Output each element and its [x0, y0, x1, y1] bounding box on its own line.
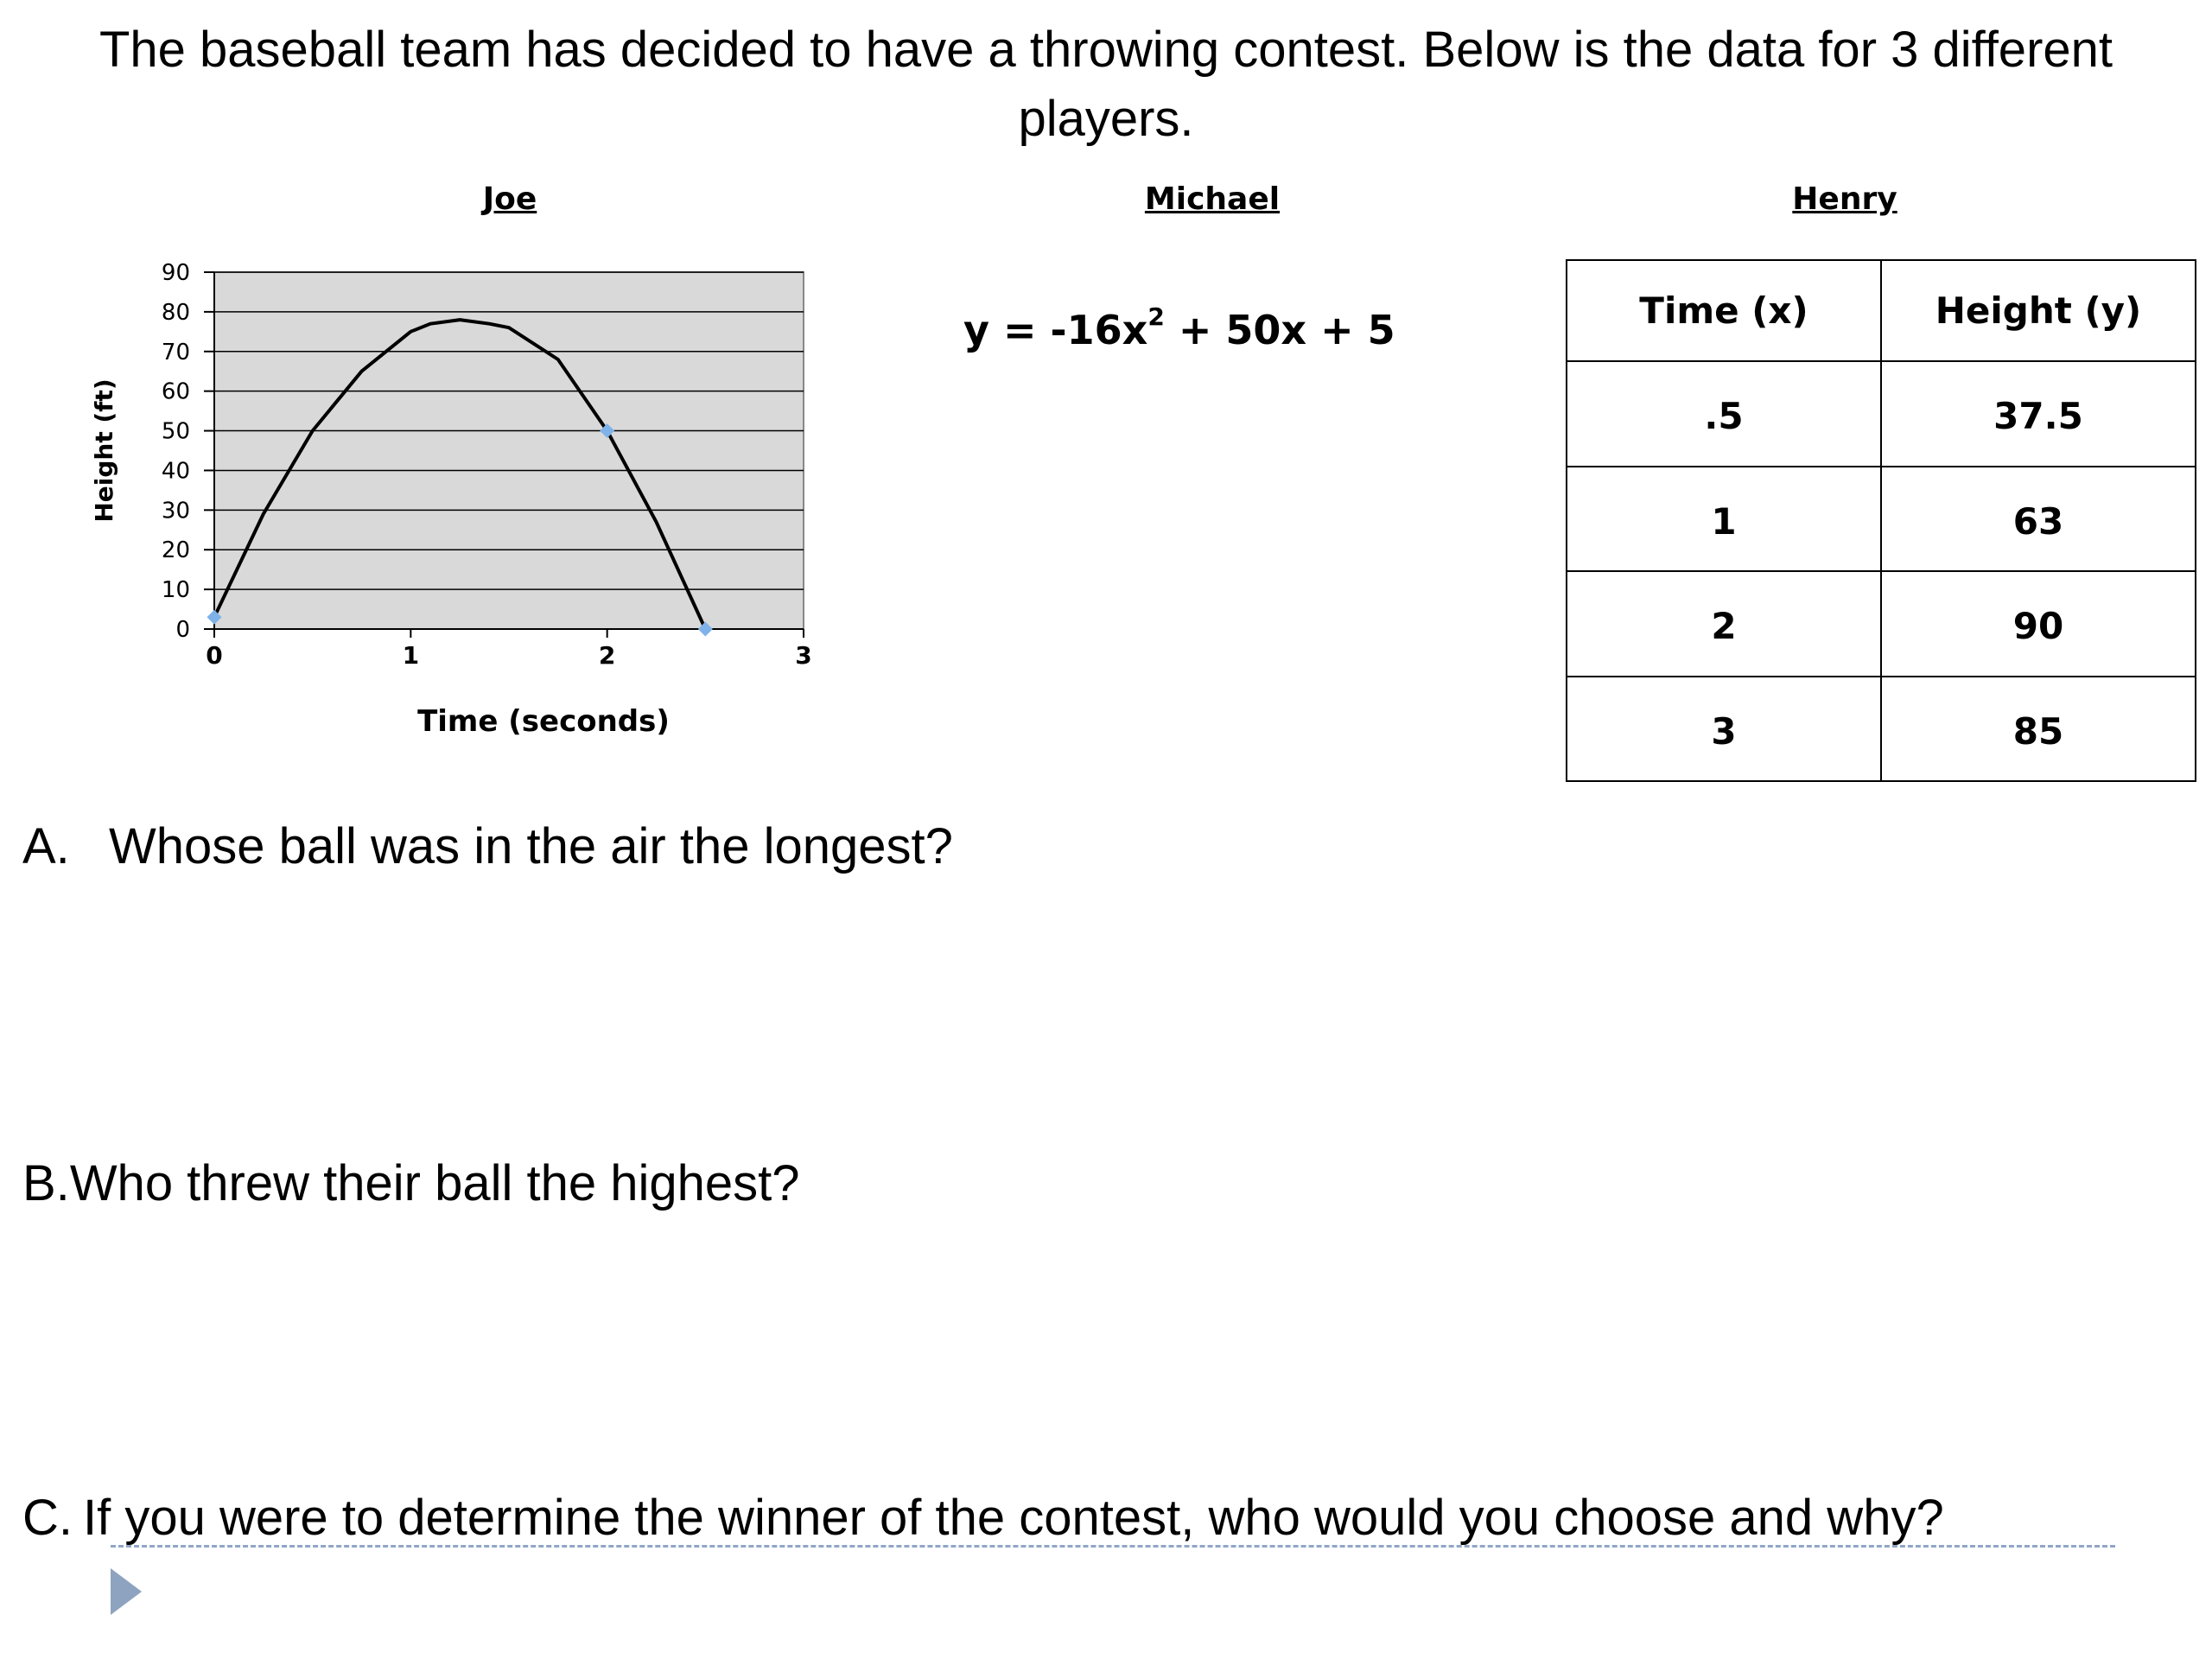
- y-tick-label: 50: [161, 418, 190, 445]
- x-tick-label: 1: [402, 641, 420, 670]
- table-cell-height: 90: [1881, 571, 2196, 677]
- player-label-michael: Michael: [1144, 181, 1281, 217]
- table-cell-time: 3: [1567, 677, 1881, 782]
- question-b-text: Who threw their ball the highest?: [69, 1155, 800, 1211]
- table-cell-time: .5: [1567, 361, 1881, 467]
- table-cell-height: 85: [1881, 677, 2196, 782]
- answer-line: [111, 1545, 2115, 1548]
- y-tick-label: 70: [161, 339, 190, 365]
- header-time: Time (x): [1567, 260, 1881, 361]
- y-tick-label: 0: [175, 617, 190, 643]
- y-tick-label: 10: [161, 577, 190, 604]
- question-c: [22, 1488, 1944, 1548]
- table-row: [1567, 677, 2196, 782]
- y-tick-label: 90: [161, 260, 190, 286]
- y-tick-label: 80: [161, 299, 190, 326]
- table-cell-time: 1: [1567, 467, 1881, 572]
- equation-exponent: 2: [1147, 302, 1165, 331]
- bullet-arrow-icon: [111, 1568, 142, 1615]
- x-tick-label: 2: [598, 641, 616, 670]
- intro-text: The baseball team has decided to have a throwing contest. Below is the data for 3 different players.: [99, 22, 2113, 147]
- question-b-letter: B.: [22, 1155, 70, 1211]
- question-c-text: If you were to determine the winner of the contest, who would you choose and why?: [83, 1490, 1944, 1546]
- player-label-henry: Henry: [1792, 181, 1897, 217]
- header-height: Height (y): [1881, 260, 2196, 361]
- question-b: [22, 1154, 800, 1214]
- player-label-joe: Joe: [482, 181, 537, 217]
- x-tick-label: 0: [206, 641, 223, 670]
- y-axis-label: Height (ft): [90, 378, 118, 523]
- table-row: [1567, 361, 2196, 467]
- table-cell-height: 37.5: [1881, 361, 2196, 467]
- x-tick-label: 3: [795, 641, 812, 670]
- y-tick-label: 30: [161, 498, 190, 524]
- equation-lhs: y = -16x: [963, 307, 1148, 353]
- table-row: [1567, 467, 2196, 572]
- question-a: [22, 817, 953, 877]
- table-row: [1567, 571, 2196, 677]
- henry-data-table: [1566, 259, 2196, 782]
- michael-equation: [963, 302, 1395, 353]
- x-axis-label: Time (seconds): [417, 704, 670, 739]
- question-c-letter: C.: [22, 1490, 73, 1546]
- table-header-row: [1567, 260, 2196, 361]
- y-tick-label: 20: [161, 537, 190, 564]
- y-tick-label: 40: [161, 458, 190, 485]
- table-cell-time: 2: [1567, 571, 1881, 677]
- equation-rhs: + 50x + 5: [1164, 307, 1395, 353]
- y-tick-label: 60: [161, 378, 190, 405]
- question-a-letter: A.: [22, 818, 70, 874]
- table-cell-height: 63: [1881, 467, 2196, 572]
- question-a-text: Whose ball was in the air the longest?: [109, 818, 953, 874]
- joe-height-chart: [0, 233, 864, 752]
